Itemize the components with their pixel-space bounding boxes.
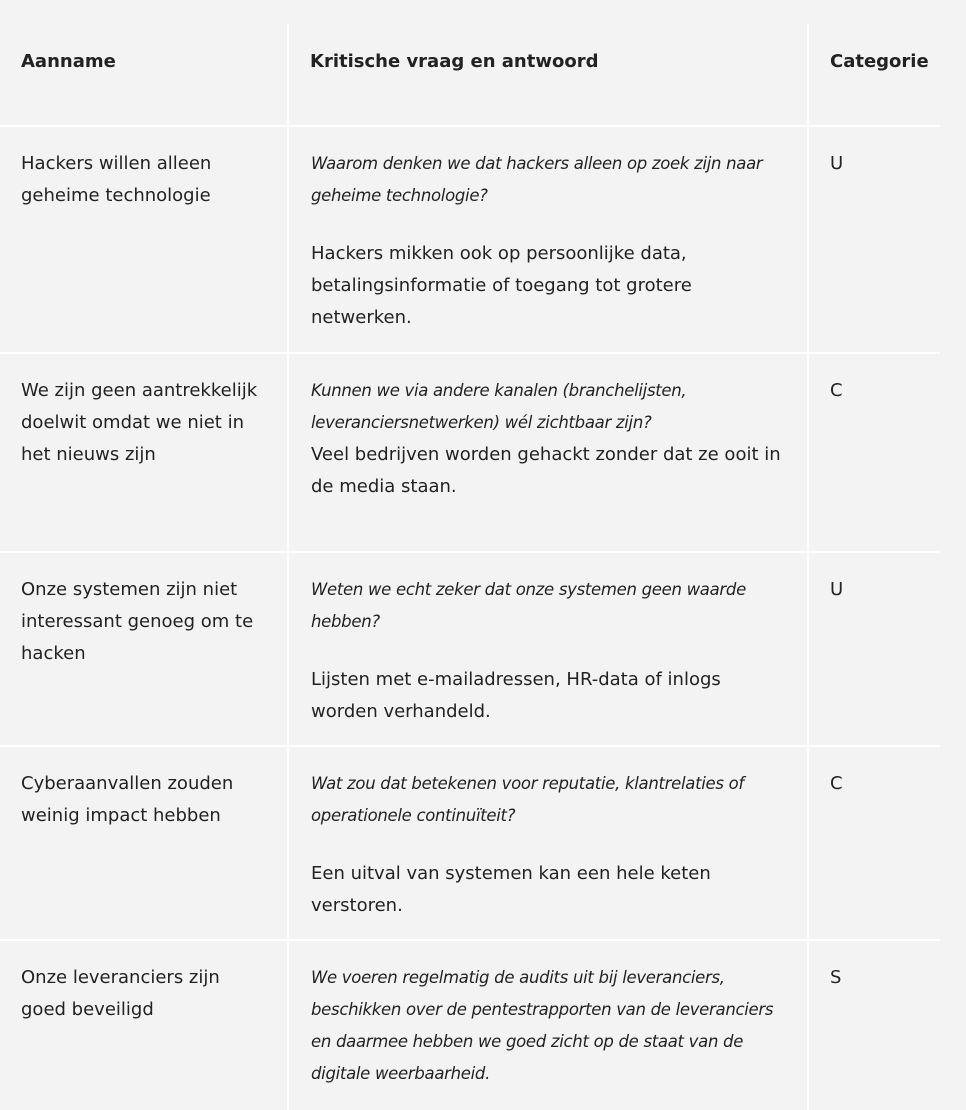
category-cell: S (808, 940, 940, 1110)
answer: Lijsten met e-mailadressen, HR-data of inlogs worden verhandeld. (311, 669, 721, 722)
critical-question: We voeren regelmatig de audits uit bij leveranciers, beschikken over de pentestrapporten van de leveranciers en daarmee hebben we goed zicht op de staat van de digitale weerbaarheid. (311, 968, 774, 1083)
answer: Een uitval van systemen kan een hele keten verstoren. (311, 863, 711, 916)
table-row (0, 940, 940, 1110)
category-cell: U (808, 552, 940, 746)
question-answer-cell (288, 552, 808, 746)
critical-question: Weten we echt zeker dat onze systemen geen waarde hebben? (311, 580, 746, 631)
assumptions-table-container (0, 24, 940, 1110)
question-answer-cell (288, 353, 808, 552)
answer: Hackers mikken ook op persoonlijke data, betalingsinformatie of toegang tot grotere netwerken. (311, 243, 692, 328)
assumption-cell: Cyberaanvallen zouden weinig impact hebben (0, 746, 288, 940)
table-row (0, 126, 940, 353)
question-answer-cell (288, 126, 808, 353)
critical-question: Kunnen we via andere kanalen (branchelijsten, leveranciersnetwerken) wél zichtbaar zijn? (311, 381, 687, 432)
assumptions-table (0, 24, 940, 1110)
header-category: Categorie (830, 51, 929, 72)
critical-question: Waarom denken we dat hackers alleen op zoek zijn naar geheime technologie? (311, 154, 763, 205)
category-cell: U (808, 126, 940, 353)
question-answer-cell (288, 940, 808, 1110)
assumption-cell: Onze systemen zijn niet interessant genoeg om te hacken (0, 552, 288, 746)
table-row (0, 353, 940, 552)
category-cell: C (808, 353, 940, 552)
table-header-row (0, 24, 940, 126)
question-answer-cell (288, 746, 808, 940)
answer: Veel bedrijven worden gehackt zonder dat ze ooit in de media staan. (311, 444, 781, 497)
header-assumption: Aanname (0, 24, 288, 126)
table-row (0, 552, 940, 746)
header-question-answer: Kritische vraag en antwoord (288, 24, 808, 126)
category-cell: C (808, 746, 940, 940)
assumption-cell: We zijn geen aantrekkelijk doelwit omdat we niet in het nieuws zijn (0, 353, 288, 552)
critical-question: Wat zou dat betekenen voor reputatie, klantrelaties of operationele continuïteit? (311, 774, 744, 825)
assumption-cell: Hackers willen alleen geheime technologie (0, 126, 288, 353)
assumption-cell: Onze leveranciers zijn goed beveiligd (0, 940, 288, 1110)
table-row (0, 746, 940, 940)
